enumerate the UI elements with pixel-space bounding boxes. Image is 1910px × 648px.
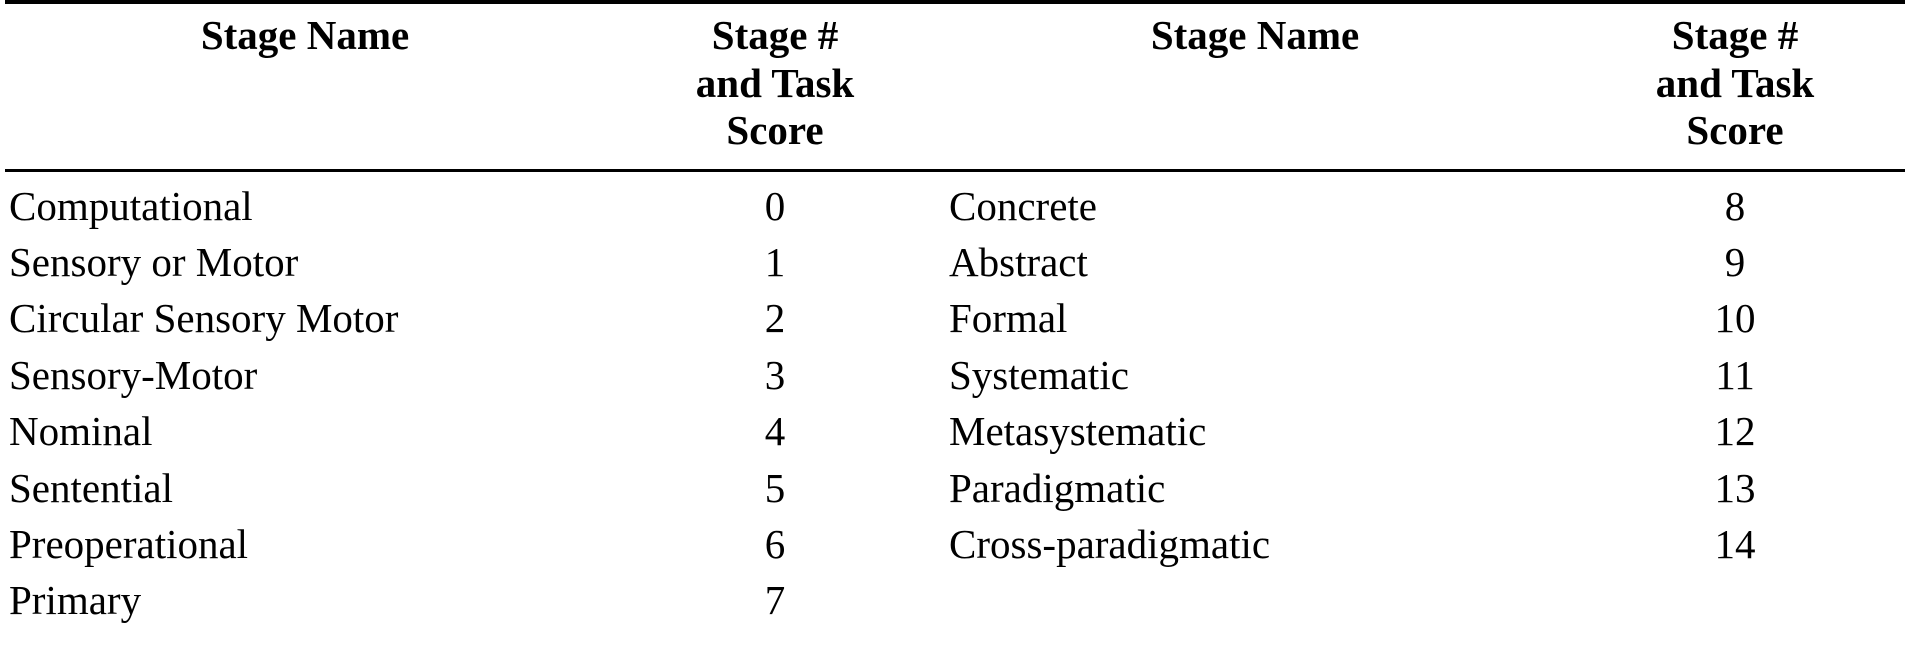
cell-stage-name-left: Preoperational	[9, 520, 249, 567]
cell-stage-score-left: 7	[764, 577, 786, 624]
cell-stage-name-left: Sentential	[9, 464, 173, 511]
cell-stage-score-left: 6	[764, 520, 786, 567]
cell-stage-score-left: 1	[764, 239, 786, 286]
cell-stage-score-right: 9	[1724, 239, 1746, 286]
cell-stage-score-left: 0	[764, 182, 786, 229]
column-header-stage-name-left	[5, 2, 605, 170]
cell-stage-name-left: Primary	[9, 577, 142, 624]
cell-stage-name-left: Sensory or Motor	[9, 239, 299, 286]
cell-stage-score-left: 5	[764, 464, 786, 511]
cell-stage-name-left: Computational	[9, 182, 253, 229]
cell-stage-name-right: Formal	[949, 295, 1068, 342]
cell-stage-name-right: Abstract	[949, 239, 1088, 286]
cell-stage-score-right	[1565, 572, 1905, 628]
column-header-stage-score-right-line2: and Task	[1655, 59, 1815, 106]
cell-stage-score-right: 14	[1714, 520, 1756, 567]
table-row	[5, 347, 1905, 403]
cell-stage-name-left: Circular Sensory Motor	[9, 295, 399, 342]
cell-stage-score-right: 11	[1715, 351, 1755, 398]
column-header-stage-score-right-line1: Stage #	[1671, 12, 1799, 58]
table-row	[5, 572, 1905, 628]
cell-stage-name-left: Sensory-Motor	[9, 351, 258, 398]
table-body	[5, 170, 1905, 629]
cell-stage-name-right: Systematic	[949, 351, 1129, 398]
column-header-stage-name-right	[945, 2, 1565, 170]
cell-stage-score-right: 8	[1724, 182, 1746, 229]
table-header-row	[5, 2, 1905, 170]
column-header-stage-score-right	[1565, 2, 1905, 170]
column-header-stage-score-left-line2: and Task	[695, 59, 855, 106]
column-header-stage-score-right-line3: Score	[1686, 107, 1784, 154]
table-header	[5, 2, 1905, 170]
cell-stage-score-right: 13	[1714, 464, 1756, 511]
column-header-stage-score-left-line3: Score	[726, 107, 824, 154]
cell-stage-name-right: Paradigmatic	[949, 464, 1166, 511]
column-header-stage-score-left	[605, 2, 945, 170]
table-row	[5, 234, 1905, 290]
cell-stage-name-left: Nominal	[9, 408, 153, 455]
column-header-stage-name-left-text: Stage Name	[200, 12, 410, 58]
column-header-stage-name-right-text: Stage Name	[1150, 12, 1360, 58]
cell-stage-name-right: Concrete	[949, 182, 1097, 229]
cell-stage-name-right: Metasystematic	[949, 408, 1207, 455]
column-header-stage-score-left-line1: Stage #	[711, 12, 839, 58]
stage-table	[5, 0, 1905, 629]
table-row	[5, 460, 1905, 516]
table-row	[5, 290, 1905, 346]
cell-stage-score-right: 12	[1714, 408, 1756, 455]
cell-stage-score-left: 3	[764, 351, 786, 398]
cell-stage-name-right: Cross-paradigmatic	[949, 520, 1271, 567]
cell-stage-name-right	[945, 572, 1565, 628]
cell-stage-score-left: 2	[764, 295, 786, 342]
table-row	[5, 170, 1905, 234]
table-row	[5, 516, 1905, 572]
cell-stage-score-left: 4	[764, 408, 786, 455]
table-row	[5, 403, 1905, 459]
cell-stage-score-right: 10	[1714, 295, 1756, 342]
